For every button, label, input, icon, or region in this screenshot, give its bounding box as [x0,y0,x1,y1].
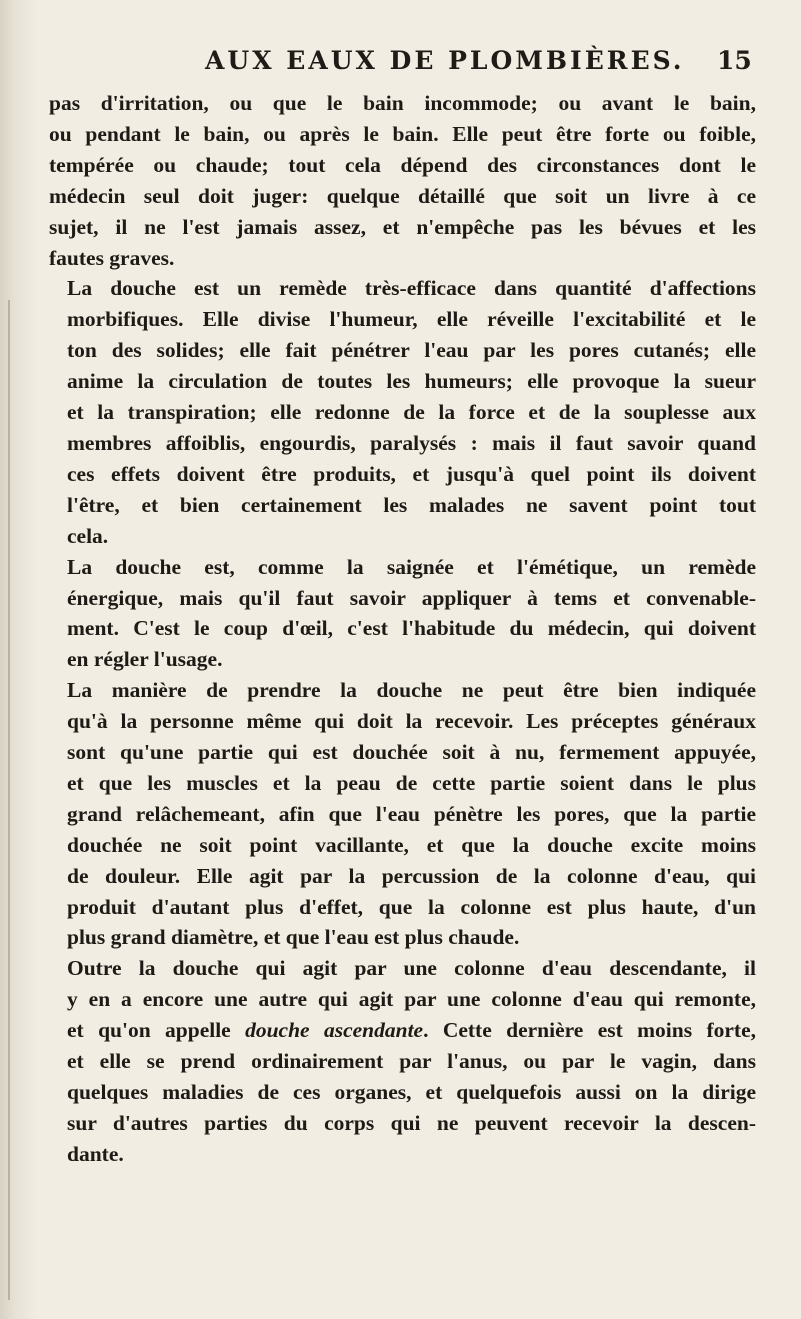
paragraph-4 [49,675,756,953]
page-edge-line [8,300,10,1300]
page-gutter-shadow [0,0,38,1319]
text-line: quelques maladies de ces organes, et quelquefois aussi on la dirige [67,1080,756,1104]
body-text [49,88,756,1170]
text-line: et que les muscles et la peau de cette partie soient dans le plus [67,770,756,795]
text-line: y en a encore une autre qui agit par une colonne d'eau qui remonte, [67,987,756,1012]
text-line: et elle se prend ordinairement par l'anus, ou par le vagin, dans [67,1049,756,1074]
text-line: l'être, et bien certainement les malades ne savent point tout [67,492,756,517]
paragraph-2 [49,273,756,551]
text-line: grand relâchemeant, afin que l'eau pénètre les pores, que la partie [67,801,756,826]
text-line: qu'à la personne même qui doit la recevoir. Les préceptes généraux [67,709,756,734]
page-header [0,46,801,86]
paragraph-1 [49,88,756,273]
text-line: membres affoiblis, engourdis, paralysés : mais il faut savoir quand [67,430,756,455]
text-line: produit d'autant plus d'effet, que la colonne est plus haute, d'un [67,894,756,919]
text-line: La douche est un remède très-efficace dans quantité d'affections [67,276,756,301]
text-line: en régler l'usage. [67,647,223,672]
text-line: tempérée ou chaude; tout cela dépend des circonstances dont le [49,152,756,177]
text-line: cela. [67,523,109,548]
text-line: sont qu'une partie qui est douchée soit à nu, fermement appuyée, [67,740,756,765]
text-line: anime la circulation de toutes les humeurs; elle provoque la sueur [67,369,756,394]
text-line: morbifiques. Elle divise l'humeur, elle réveille l'excitabilité et le [67,307,756,332]
text-line [49,1015,756,1046]
paragraph-3 [49,552,756,676]
text-line: sujet, il ne l'est jamais assez, et n'empêche pas les bévues et les [49,214,756,239]
text-line: La manière de prendre la douche ne peut être bien indiquée [67,678,756,703]
text-line: dante. [67,1141,124,1166]
page-number: 15 [717,46,752,75]
text-line: ces effets doivent être produits, et jusqu'à quel point ils doivent [67,461,756,486]
text-line: de douleur. Elle agit par la percussion de la colonne d'eau, qui [67,863,756,888]
text-line: douchée ne soit point vacillante, et que la douche excite moins [67,832,756,857]
text-fragment: . Cette dernière est moins forte, [423,1018,756,1043]
text-fragment: et qu'on appelle [67,1018,246,1043]
text-line: pas d'irritation, ou que le bain incommode; ou avant le bain, [49,91,756,115]
text-line: fautes graves. [49,245,175,270]
text-line: sur d'autres parties du corps qui ne peuvent recevoir la descen- [67,1110,756,1135]
text-line: Outre la douche qui agit par une colonne d'eau descendante, il [67,956,756,981]
text-line: énergique, mais qu'il faut savoir appliquer à tems et convenable- [67,585,756,610]
italic-term: douche ascendante [245,1018,424,1043]
text-line: plus grand diamètre, et que l'eau est plus chaude. [67,925,520,950]
text-line: ment. C'est le coup d'œil, c'est l'habitude du médecin, qui doivent [67,616,756,641]
text-line: ou pendant le bain, ou après le bain. Elle peut être forte ou foible, [49,121,756,146]
text-line: ton des solides; elle fait pénétrer l'eau par les pores cutanés; elle [67,338,756,363]
running-title: AUX EAUX DE PLOMBIÈRES. [205,46,685,75]
text-line: La douche est, comme la saignée et l'émétique, un remède [67,554,756,579]
text-line: et la transpiration; elle redonne de la force et de la souplesse aux [67,400,756,425]
paragraph-5 [49,953,756,1169]
text-line: médecin seul doit juger: quelque détaillé que soit un livre à ce [49,183,756,208]
